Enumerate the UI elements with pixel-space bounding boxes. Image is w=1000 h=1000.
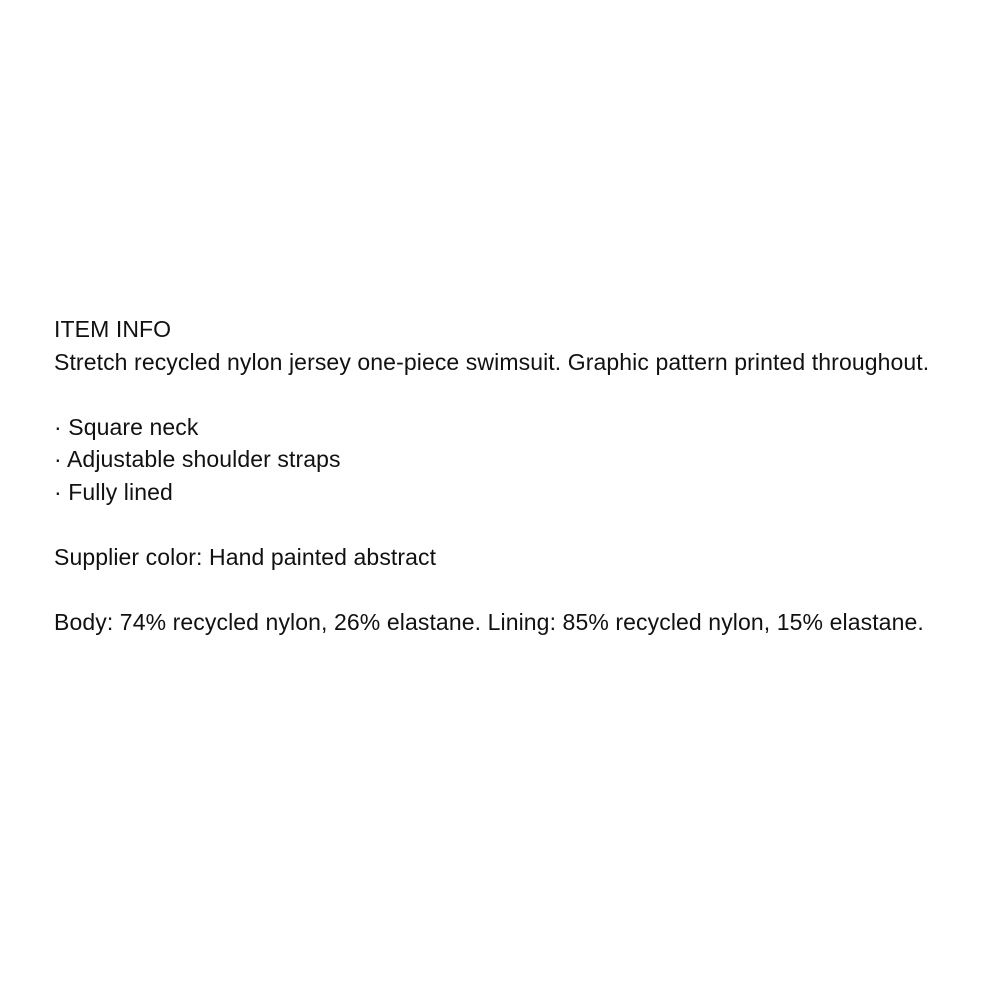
- spacer: [54, 508, 934, 541]
- feature-item: · Adjustable shoulder straps: [54, 446, 341, 472]
- item-description: Stretch recycled nylon jersey one-piece swimsuit. Graphic pattern printed throughout.: [54, 348, 930, 375]
- feature-list: [54, 411, 934, 509]
- item-info-section: [54, 313, 934, 638]
- spacer: [54, 378, 934, 411]
- item-info-heading: ITEM INFO: [54, 316, 172, 342]
- supplier-color: Supplier color: Hand painted abstract: [54, 543, 437, 570]
- feature-item: · Fully lined: [54, 478, 173, 505]
- feature-item: · Square neck: [54, 413, 199, 440]
- material-composition: Body: 74% recycled nylon, 26% elastane. Lining: 85% recycled nylon, 15% elastane.: [54, 608, 924, 635]
- spacer: [54, 573, 934, 606]
